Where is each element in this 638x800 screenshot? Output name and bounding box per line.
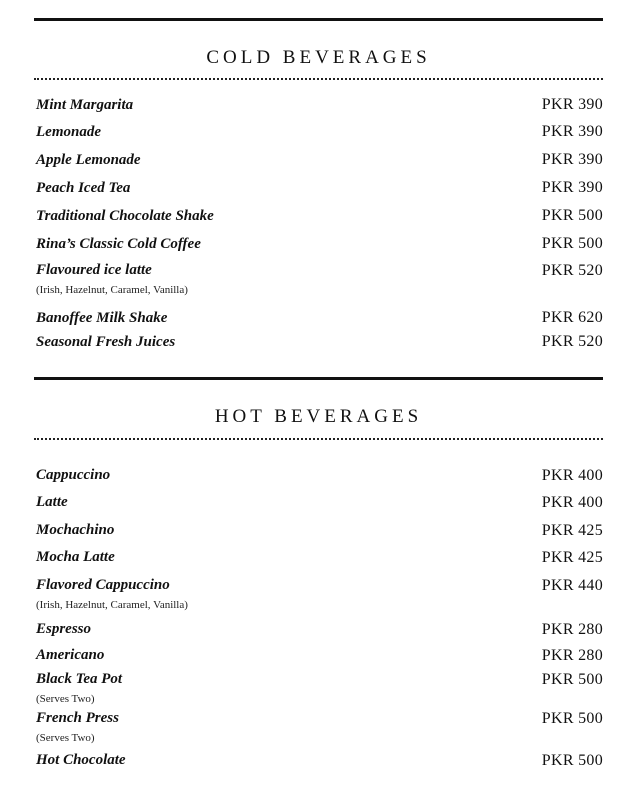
menu-item-price: PKR 520 — [541, 262, 603, 279]
menu-item-name: Rina’s Classic Cold Coffee — [36, 236, 201, 252]
menu-item-price: PKR 500 — [541, 710, 603, 727]
menu-item-note: (Irish, Hazelnut, Caramel, Vanilla) — [36, 599, 188, 611]
menu-item-price: PKR 390 — [541, 123, 603, 140]
menu-item-name: Hot Chocolate — [36, 752, 126, 768]
menu-item-price: PKR 440 — [541, 577, 603, 594]
menu-item-name: Flavored Cappuccino — [36, 577, 170, 593]
menu-item-price: PKR 390 — [541, 96, 603, 113]
menu-item-note: (Irish, Hazelnut, Caramel, Vanilla) — [36, 284, 188, 296]
menu-item-name: Lemonade — [36, 124, 101, 140]
menu-item-name: Mint Margarita — [36, 97, 134, 113]
menu-item-name: Cappuccino — [36, 467, 111, 483]
menu-item-price: PKR 280 — [541, 647, 603, 664]
menu-item-price: PKR 400 — [541, 467, 603, 484]
section-title-hot: HOT BEVERAGES — [214, 406, 423, 427]
menu-item-name: Mocha Latte — [36, 549, 115, 565]
menu-item-name: French Press — [36, 710, 119, 726]
menu-item-name: Apple Lemonade — [36, 152, 141, 168]
menu-item-price: PKR 280 — [541, 621, 603, 638]
section-top-rule — [34, 18, 603, 21]
menu-item-name: Banoffee Milk Shake — [36, 310, 168, 326]
menu-item-name: Peach Iced Tea — [36, 180, 131, 196]
menu-item-price: PKR 400 — [541, 494, 603, 511]
menu-item-price: PKR 390 — [541, 151, 603, 168]
menu-item-price: PKR 500 — [541, 207, 603, 224]
menu-item-name: Flavoured ice latte — [36, 262, 152, 278]
menu-item-price: PKR 520 — [541, 333, 603, 350]
menu-item-name: Espresso — [36, 621, 92, 637]
menu-item-name: Traditional Chocolate Shake — [36, 208, 214, 224]
menu-item-price: PKR 425 — [541, 549, 603, 566]
menu-item-price: PKR 500 — [541, 235, 603, 252]
menu-item-note: (Serves Two) — [36, 732, 95, 744]
menu-item-price: PKR 390 — [541, 179, 603, 196]
menu-item-name: Black Tea Pot — [36, 671, 123, 687]
section-title-cold: COLD BEVERAGES — [206, 47, 431, 68]
section-dotted-divider — [34, 78, 603, 80]
menu-item-note: (Serves Two) — [36, 693, 95, 705]
menu-item-name: Mochachino — [36, 522, 115, 538]
menu-item-price: PKR 500 — [541, 671, 603, 688]
menu-item-name: Americano — [36, 647, 105, 663]
menu-item-name: Latte — [36, 494, 68, 510]
section-dotted-divider — [34, 438, 603, 440]
menu-item-price: PKR 620 — [541, 309, 603, 326]
menu-item-price: PKR 425 — [541, 522, 603, 539]
section-top-rule — [34, 377, 603, 380]
menu-item-name: Seasonal Fresh Juices — [36, 334, 176, 350]
menu-item-price: PKR 500 — [541, 752, 603, 769]
